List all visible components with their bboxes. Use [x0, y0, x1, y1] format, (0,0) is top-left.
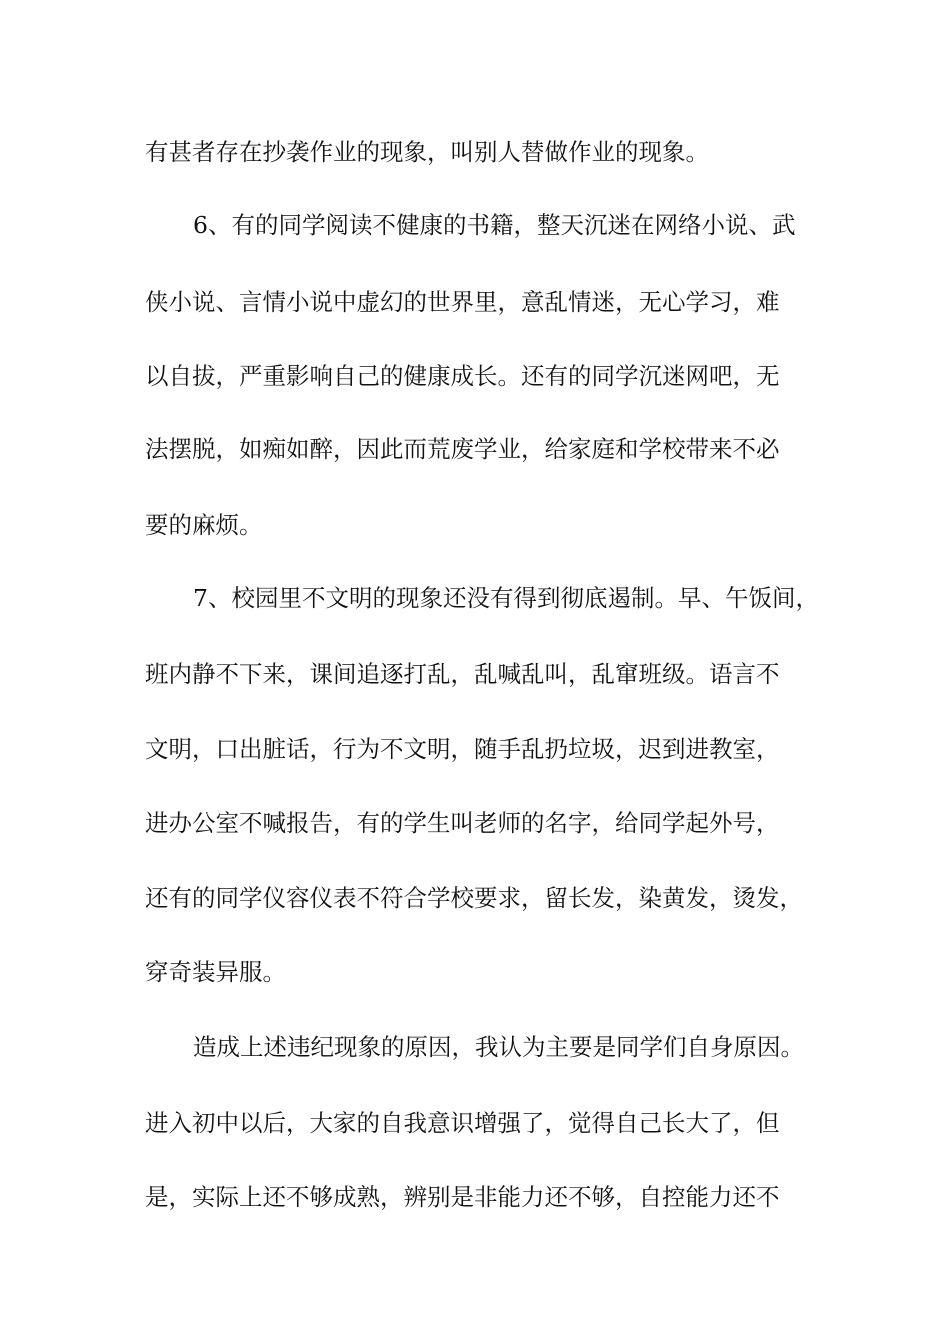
text-line: 还有的同学仪容仪表不符合学校要求，留长发，染黄发，烫发，	[145, 884, 803, 912]
text-line: 是，实际上还不够成熟，辨别是非能力还不够，自控能力还不	[145, 1183, 780, 1211]
text-line: 进入初中以后，大家的自我意识增强了，觉得自己长大了，但	[145, 1109, 780, 1137]
text-line: 以自拔，严重影响自己的健康成长。还有的同学沉迷网吧，无	[145, 362, 780, 390]
text-line: 文明，口出脏话，行为不文明，随手乱扔垃圾，迟到进教室，	[145, 735, 780, 763]
text-line: 穿奇装异服。	[145, 958, 286, 986]
text-line: 进办公室不喊报告，有的学生叫老师的名字，给同学起外号，	[145, 809, 780, 837]
text-line: 侠小说、言情小说中虚幻的世界里，意乱情迷，无心学习，难	[145, 288, 780, 316]
text-line: 法摆脱，如痴如醉，因此而荒废学业，给家庭和学校带来不必	[145, 435, 780, 463]
text-line: 6、有的同学阅读不健康的书籍，整天沉迷在网络小说、武	[193, 211, 796, 239]
text-line: 班内静不下来，课间追逐打乱，乱喊乱叫，乱窜班级。语言不	[145, 660, 780, 688]
text-line: 要的麻烦。	[145, 511, 263, 539]
text-line: 有甚者存在抄袭作业的现象，叫别人替做作业的现象。	[145, 138, 709, 166]
text-line: 造成上述违纪现象的原因，我认为主要是同学们自身原因。	[193, 1033, 804, 1061]
text-line: 7、校园里不文明的现象还没有得到彻底遏制。早、午饭间，	[193, 584, 819, 612]
